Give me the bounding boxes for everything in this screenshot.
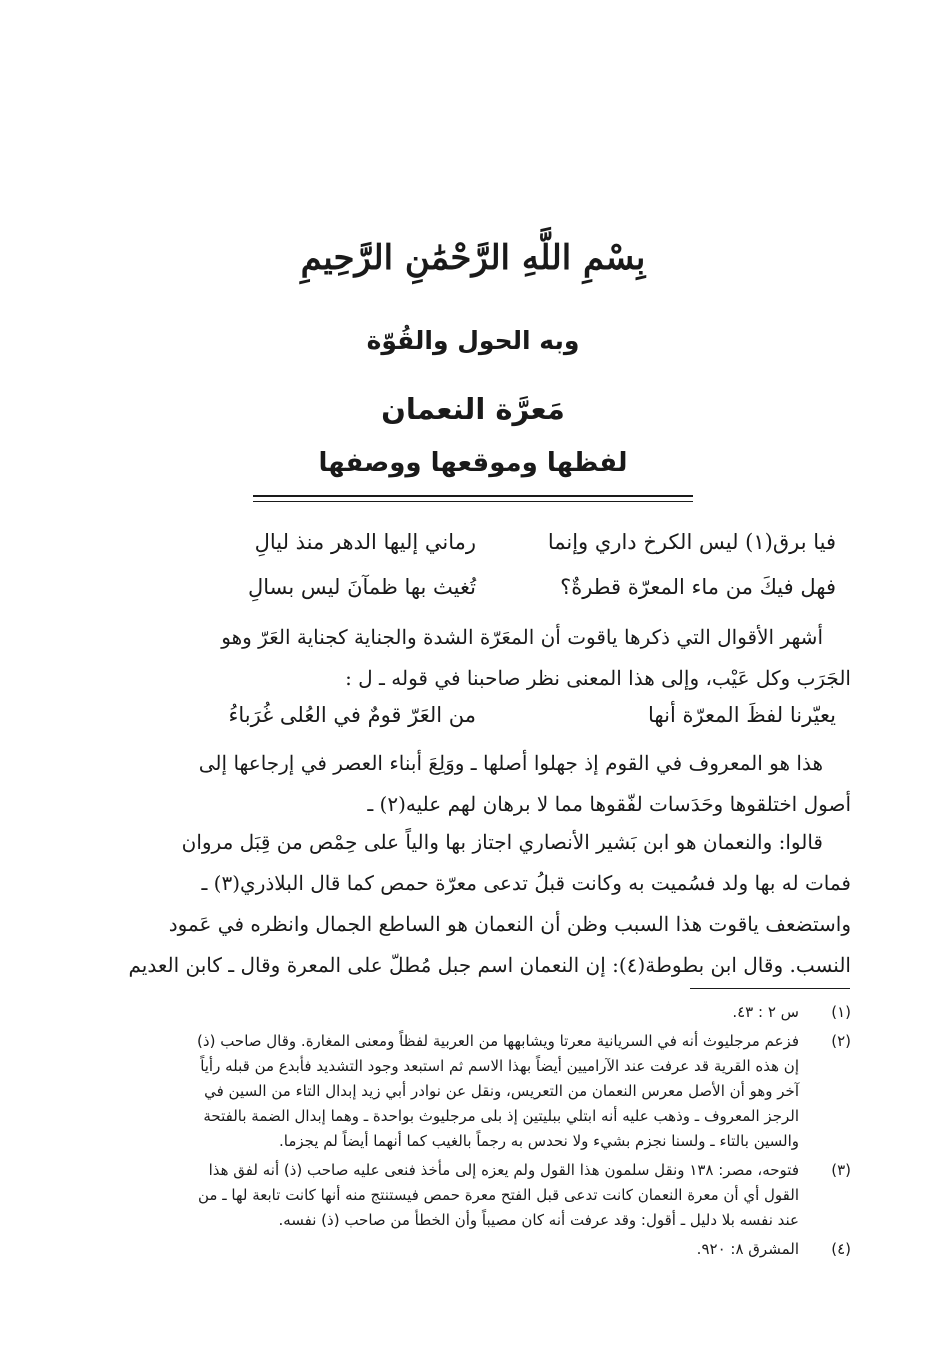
footnote [91,1158,851,1233]
paragraph-line: قالوا: والنعمان هو ابن بَشير الأنصاري اجتاز بها والياً على حِمْص من قِبَل مروان [181,830,823,854]
footnote-line: المشرق ٨: ٩٢٠. [696,1240,799,1258]
verse-line [116,530,836,566]
paragraph-line: فمات له بها ولد فسُميت به وكانت قبلُ تدعى معرّة حمص كما قال البلاذري(٣) ـ [201,871,851,895]
verse-first-hemistich: يعيّرنا لفظَ المعرّة أنها [648,703,836,727]
footnote-line: إن هذه القرية قد عرفت عند الآراميين أيضاً بهذا الاسم ثم استبعد وجود التشديد فأبدع من قبله رأياً [200,1057,799,1075]
footnote-line: عند نفسه بلا دليل ـ أقول: وقد عرفت أنه كان مصيباً وأن الخطأ من صاحب (ذ) نفسه. [278,1211,799,1229]
footnote-line: فتوحه، مصر: ١٣٨ ونقل سلمون هذا القول ولم يعزه إلى مأخذ فنعى عليه صاحب (ذ) أنه لفق هذا [208,1161,799,1179]
verse-line [116,703,836,739]
footnote-separator [690,988,850,989]
paragraph-line: أشهر الأقوال التي ذكرها ياقوت أن المعَرّة الشدة والجناية كجناية العَرّ وهو [221,625,823,649]
footnote-line: آخر وهو أن الأصل معرس النعمان من التعريس، ونقل عن نوادر أبي زيد إبدال التاء من السين في [204,1082,799,1100]
verse-second-hemistich: رماني إليها الدهر منذ ليالِ [254,530,476,554]
footnote-line: فزعم مرجليوث أنه في السريانية معرتا ويشابهها من العربية لفظاً ومعنى المغارة. وقال صاحب (ذ) [197,1032,799,1050]
paragraph [99,822,851,986]
footnote [91,1029,851,1154]
footnotes [91,1000,851,1262]
footnote-number: (٢) [831,1032,851,1050]
paragraph-line: النسب. وقال ابن بطوطة(٤): إن النعمان اسم جبل مُطلّ على المعرة وقال ـ كابن العديم [128,953,851,977]
paragraph-line: الجَرَب وكل عَيْب، وإلى هذا المعنى نظر صاحبنا في قوله ـ ل : [345,666,851,690]
verse-first-hemistich: فهل فيكَ من ماء المعرّة قطرةٌ؟ [560,575,836,599]
verse-first-hemistich: فيا برق(١) ليس الكرخ داري وإنما [547,530,836,554]
footnote-line: والسين بالتاء ـ ولسنا نجزم بشيء ولا نحدس به رجماً بالغيب كما أنهما أيضاً لم يجزما. [279,1132,799,1150]
footnote-number: (٣) [831,1161,851,1179]
paragraph-line: أصول اختلقوها وحَدَسات لفّقوها مما لا برهان لهم عليه(٢) ـ [367,792,851,816]
footnote-line: س ٢ : ٤٣. [732,1003,799,1021]
invocation-line: وبه الحول والقُوّة [366,326,580,355]
footnote-line: الرجز المعروف ـ وذهب عليه أنه ابتلي ببليتين إذ بلى مرجليوث بواحدة ـ وهما إبدال الضمة بالفتحة [203,1107,799,1125]
paragraph-line: واستضعف ياقوت هذا السبب وظن أن النعمان هو الساطع الجمال وانظره في عَمود [168,912,851,936]
chapter-subtitle: لفظها وموقعها ووصفها [318,448,628,478]
verse-second-hemistich: تُغيث بها ظمآنَ ليس بسالِ [248,575,476,599]
chapter-title: مَعرَّة النعمان [381,392,565,426]
paragraph [99,743,851,825]
basmala-heading: بِسْمِ اللَّهِ الرَّحْمَٰنِ الرَّحِيمِ [300,238,646,278]
verse-line [116,575,836,611]
paragraph-line: هذا هو المعروف في القوم إذ جهلوا أصلها ـ ووَلِعَ أبناء العصر في إرجاعها إلى [198,751,823,775]
title-rule-thin [253,501,693,502]
footnote [91,1000,851,1025]
footnote-number: (٤) [831,1240,851,1258]
verse-second-hemistich: من العَرّ قومٌ في العُلى غُرَباءُ [228,703,476,727]
footnote-line: القول أي أن معرة النعمان كانت تدعى قبل الفتح معرة حمص فيستنتج منه أنها كانت تابعة لها ـ من [198,1186,799,1204]
paragraph [99,617,851,699]
footnote-number: (١) [831,1003,851,1021]
footnote [91,1237,851,1262]
title-rule-thick [253,495,693,497]
